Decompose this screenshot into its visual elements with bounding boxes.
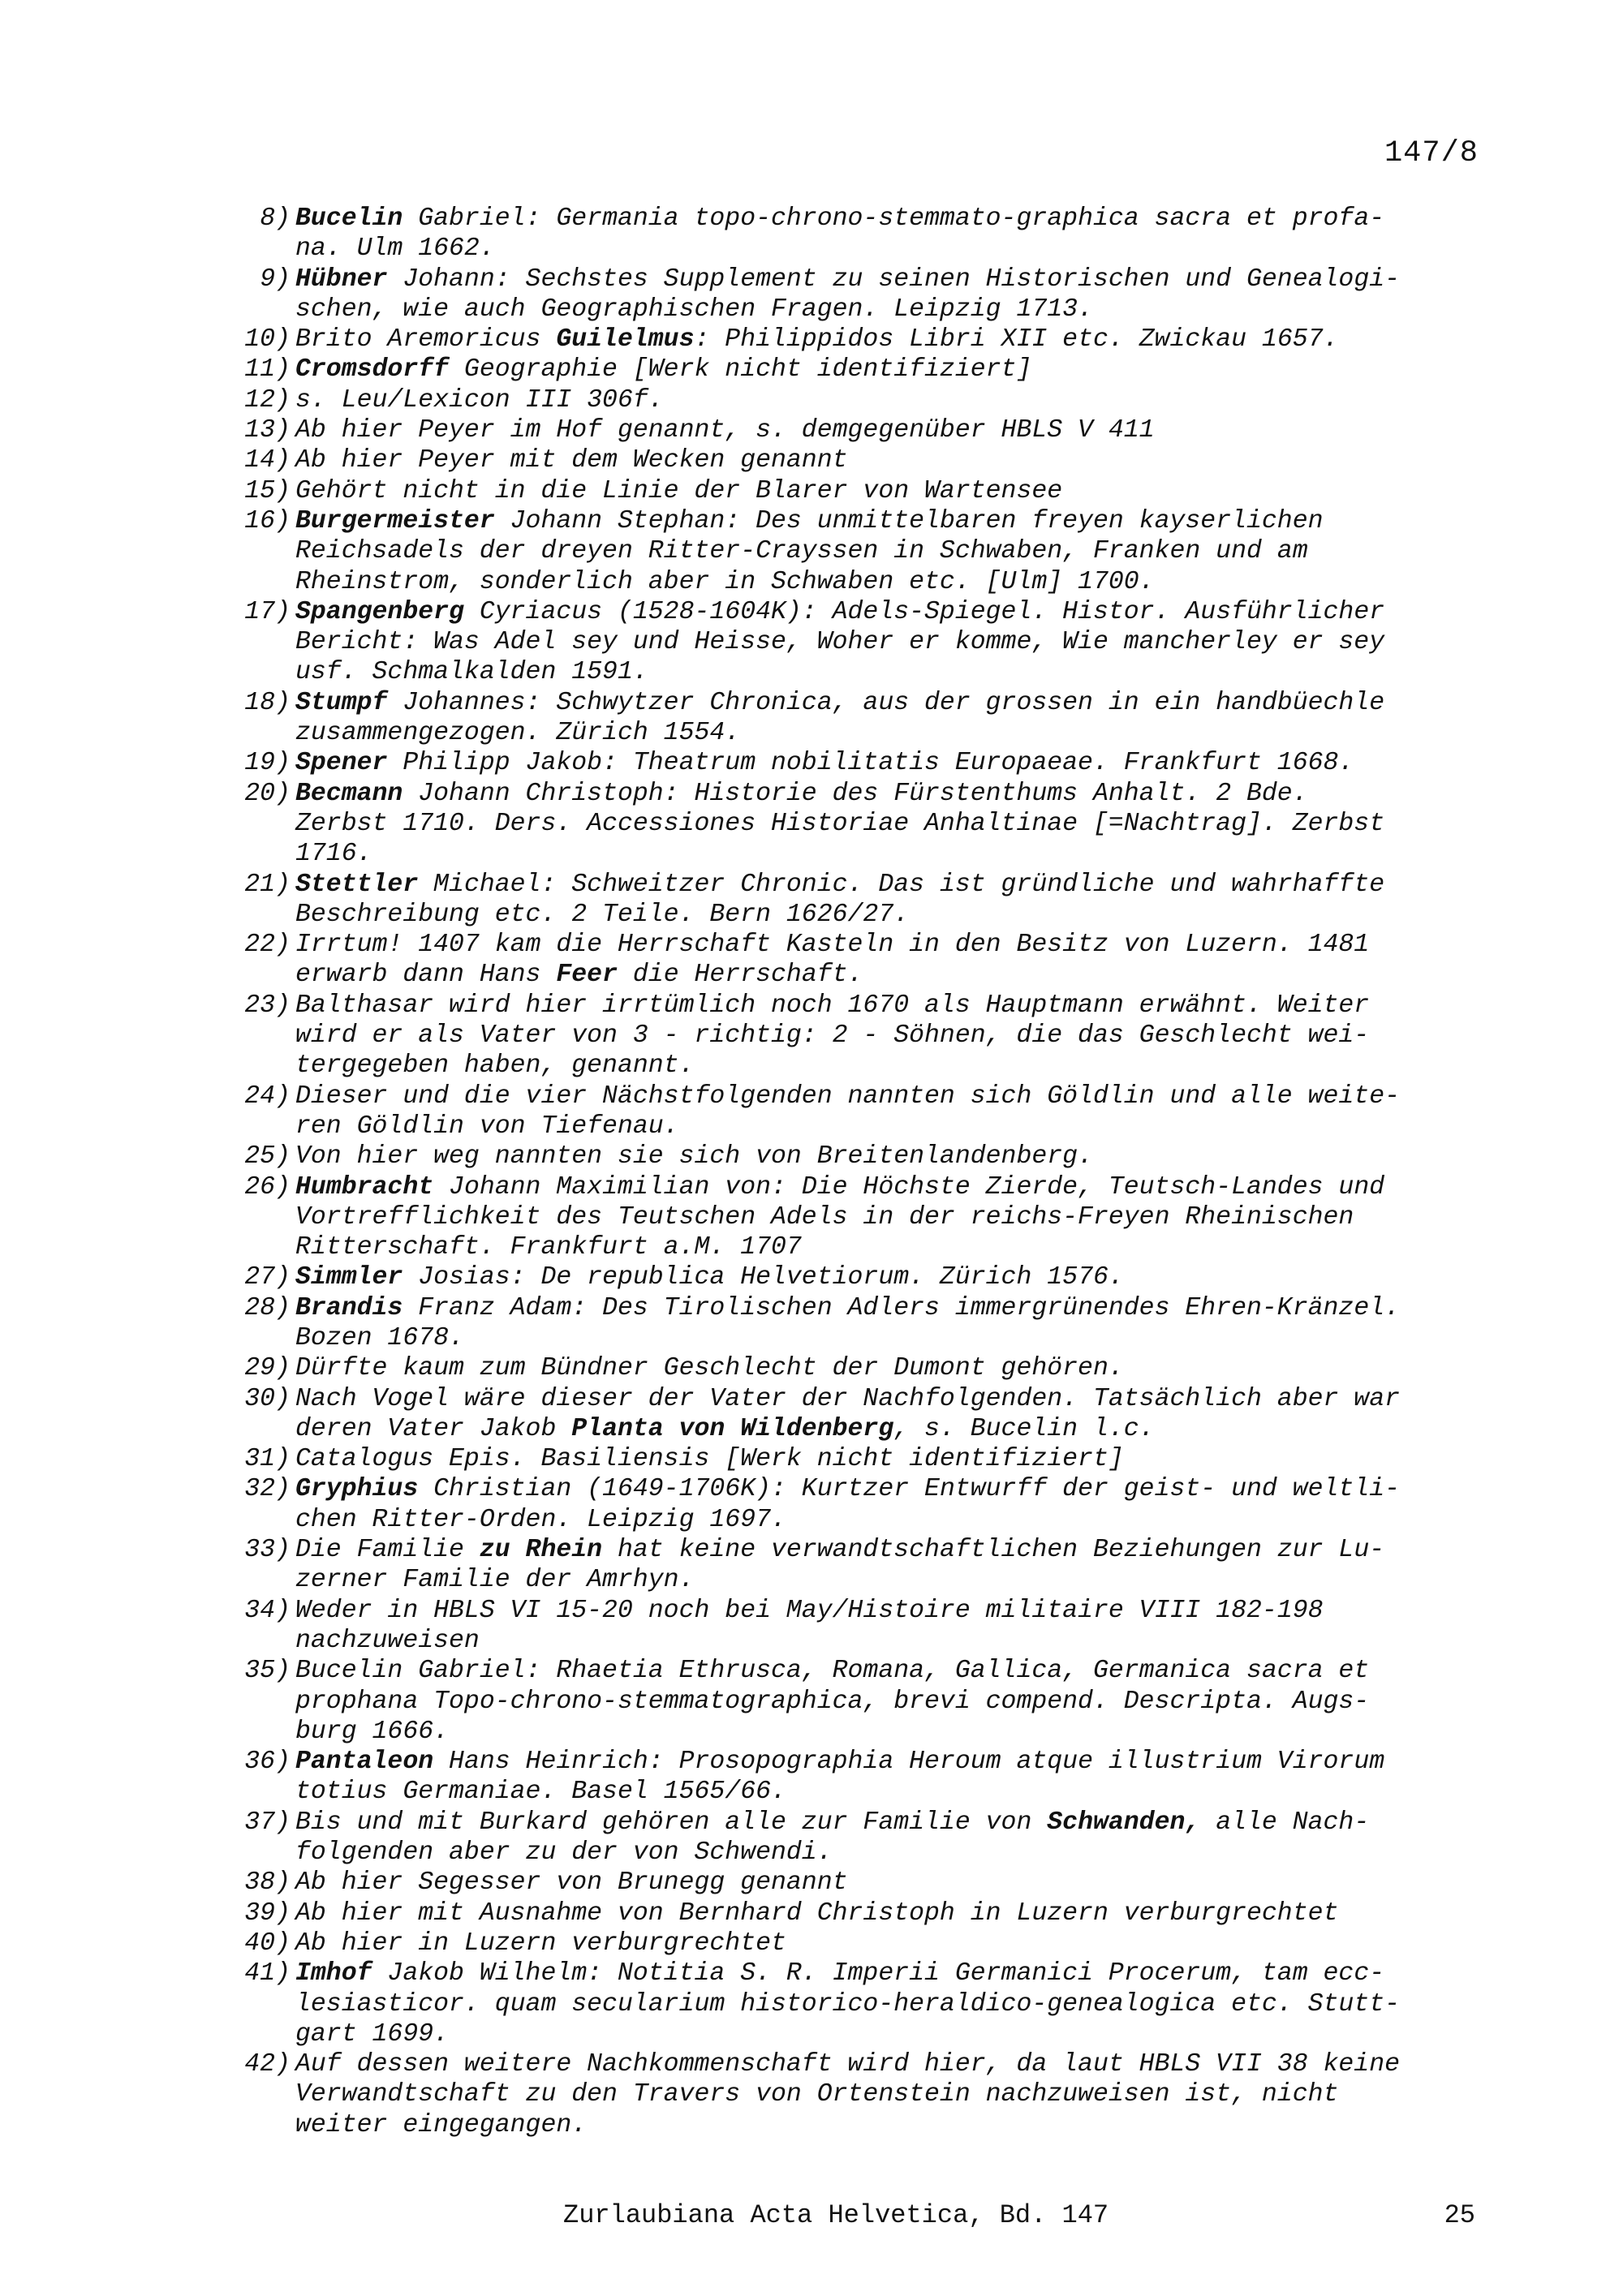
text-segment: lesiasticor. quam secularium historico-heraldico-genealogica etc. Stutt-: [295, 1989, 1401, 2019]
footnote-number: 33): [244, 1536, 291, 1565]
emphasized-name: zu Rhein: [479, 1536, 603, 1565]
text-segment: Johann Stephan: Des unmittelbaren freyen kayserlichen: [494, 506, 1324, 535]
footnote-text: [295, 506, 1495, 597]
footnote-number: 14): [244, 446, 291, 475]
text-segment: zerner Familie der Amrhyn.: [295, 1566, 695, 1595]
footnote-item: [229, 1081, 1495, 1142]
footnote-number: 15): [244, 476, 291, 505]
footnote-number: 42): [244, 2050, 291, 2079]
footnote-text: [295, 870, 1495, 931]
text-segment: Ab hier mit Ausnahme von Bernhard Christoph in Luzern verburgrechtet: [295, 1898, 1339, 1928]
text-segment: 1716.: [295, 840, 372, 869]
footer-title: Zurlaubiana Acta Helvetica, Bd. 147: [563, 2200, 1109, 2230]
footnote-text: [295, 1958, 1495, 2049]
footnote-item: [229, 688, 1495, 749]
footnote-number: 37): [244, 1808, 291, 1837]
footnote-text: [295, 264, 1495, 325]
footnote-item: [229, 991, 1495, 1081]
text-segment: tergegeben haben, genannt.: [295, 1051, 695, 1081]
text-segment: Hans Heinrich: Prosopographia Heroum atque illustrium Virorum: [433, 1748, 1385, 1777]
text-segment: erwarb dann Hans: [295, 961, 557, 990]
footnote-number: 16): [244, 506, 291, 535]
footnote-text: [295, 1293, 1495, 1354]
footnote-text: [295, 930, 1495, 991]
footnote-text: [295, 204, 1495, 264]
footnote-item: [229, 870, 1495, 931]
text-segment: : Philippidos Libri XII etc. Zwickau 1657.: [694, 325, 1339, 355]
text-segment: zusammengezogen. Zürich 1554.: [295, 719, 741, 748]
text-segment: Ab hier Peyer mit dem Wecken genannt: [295, 446, 848, 475]
text-segment: na. Ulm 1662.: [295, 234, 495, 264]
footnote-number: 31): [244, 1445, 291, 1474]
text-segment: Beschreibung etc. 2 Teile. Bern 1626/27.: [295, 900, 910, 929]
footnote-item: [229, 506, 1495, 597]
footnote-text: [295, 1808, 1495, 1868]
text-segment: Franz Adam: Des Tirolischen Adlers immergrünendes Ehren-Kränzel.: [403, 1293, 1401, 1322]
footnote-number: 17): [244, 597, 291, 626]
footnote-item: [229, 930, 1495, 991]
emphasized-name: Brandis: [295, 1293, 403, 1322]
footnote-text: [295, 325, 1495, 355]
footnote-number: 9): [260, 264, 291, 294]
text-segment: alle Nach-: [1200, 1808, 1370, 1837]
text-segment: chen Ritter-Orden. Leipzig 1697.: [295, 1505, 786, 1534]
text-segment: deren Vater Jakob: [295, 1414, 572, 1443]
footnote-number: 18): [244, 688, 291, 717]
footnote-item: [229, 1142, 1495, 1172]
emphasized-name: Planta von Wildenberg: [571, 1414, 894, 1443]
footnote-text: [295, 1535, 1495, 1596]
footnote-text: [295, 355, 1495, 385]
emphasized-name: Burgermeister: [295, 506, 495, 535]
footnote-item: [229, 1474, 1495, 1535]
footnote-item: [229, 1898, 1495, 1928]
text-segment: Bozen 1678.: [295, 1323, 464, 1352]
emphasized-name: Cromsdorff: [295, 355, 450, 385]
text-segment: Ab hier Peyer im Hof genannt, s. demgegenüber HBLS V 411: [295, 416, 1155, 445]
footnote-text: [295, 1928, 1495, 1958]
footnote-number: 36): [244, 1748, 291, 1777]
footnote-text: [295, 445, 1495, 475]
footnote-number: 27): [244, 1263, 291, 1292]
footnote-number: 29): [244, 1354, 291, 1383]
footnote-item: [229, 1535, 1495, 1596]
footnote-item: [229, 1596, 1495, 1657]
footnote-item: [229, 204, 1495, 264]
text-segment: ren Göldlin von Tiefenau.: [295, 1111, 679, 1141]
footnote-text: [295, 1474, 1495, 1535]
footer-page-number: 25: [1444, 2200, 1475, 2230]
footnote-number: 12): [244, 385, 291, 415]
footnote-number: 8): [260, 204, 291, 233]
text-segment: , s. Bucelin l.c.: [893, 1414, 1155, 1443]
text-segment: prophana Topo-chrono-stemmatographica, brevi compend. Descripta. Augs-: [295, 1687, 1370, 1716]
footnote-item: [229, 1444, 1495, 1474]
footnote-text: [295, 1384, 1495, 1445]
footnote-text: [295, 415, 1495, 445]
text-segment: Johann: Sechstes Supplement zu seinen Historischen und Genealogi-: [387, 264, 1401, 294]
footnote-number: 41): [244, 1959, 291, 1989]
text-segment: Ab hier in Luzern verburgrechtet: [295, 1928, 786, 1958]
emphasized-name: Gryphius: [295, 1475, 419, 1504]
text-segment: Johann Maximilian von: Die Höchste Zierde, Teutsch-Landes und: [433, 1172, 1385, 1202]
footnote-text: [295, 1142, 1495, 1172]
footnote-item: [229, 779, 1495, 870]
text-segment: Ab hier Segesser von Brunegg genannt: [295, 1868, 848, 1898]
text-segment: Dieser und die vier Nächstfolgenden nannten sich Göldlin und alle weite-: [295, 1081, 1401, 1111]
text-segment: Cyriacus (1528-1604K): Adels-Spiegel. Histor. Ausführlicher: [463, 597, 1385, 626]
text-segment: die Herrschaft.: [617, 961, 863, 990]
footnote-number: 38): [244, 1868, 291, 1898]
text-segment: s. Leu/Lexicon III 306f.: [295, 385, 664, 415]
text-segment: Christian (1649-1706K): Kurtzer Entwurff der geist- und weltli-: [418, 1475, 1401, 1504]
text-segment: Geographie [Werk nicht identifiziert]: [449, 355, 1032, 385]
text-segment: schen, wie auch Geographischen Fragen. Leipzig 1713.: [295, 295, 1093, 324]
footnote-item: [229, 476, 1495, 506]
footnote-text: [295, 1081, 1495, 1142]
text-segment: Gehört nicht in die Linie der Blarer von Wartensee: [295, 476, 1063, 505]
text-segment: Vortrefflichkeit des Teutschen Adels in der reichs-Freyen Rheinischen: [295, 1202, 1354, 1232]
footnote-number: 21): [244, 870, 291, 899]
footnote-item: [229, 415, 1495, 445]
footnote-text: [295, 476, 1495, 506]
page-id: 147/8: [1384, 136, 1479, 170]
footnote-text: [295, 1262, 1495, 1292]
text-segment: Catalogus Epis. Basiliensis [Werk nicht identifiziert]: [295, 1445, 1124, 1474]
text-segment: Irrtum! 1407 kam die Herrschaft Kasteln in den Besitz von Luzern. 1481: [295, 931, 1370, 960]
emphasized-name: Becmann: [295, 779, 403, 808]
footnote-number: 32): [244, 1475, 291, 1504]
footnote-item: [229, 445, 1495, 475]
footnote-number: 26): [244, 1172, 291, 1202]
footnote-number: 28): [244, 1293, 291, 1322]
footnote-number: 34): [244, 1596, 291, 1625]
text-segment: usf. Schmalkalden 1591.: [295, 658, 648, 687]
footnote-text: [295, 1898, 1495, 1928]
footnote-text: [295, 779, 1495, 870]
text-segment: Jakob Wilhelm: Notitia S. R. Imperii Germanici Procerum, tam ecc-: [372, 1959, 1385, 1989]
footnote-text: [295, 748, 1495, 778]
text-segment: Philipp Jakob: Theatrum nobilitatis Europaeae. Frankfurt 1668.: [387, 749, 1354, 778]
footnote-text: [295, 597, 1495, 688]
footnote-number: 13): [244, 416, 291, 445]
text-segment: Ritterschaft. Frankfurt a.M. 1707: [295, 1233, 802, 1262]
footnote-item: [229, 2049, 1495, 2140]
emphasized-name: Spangenberg: [295, 597, 464, 626]
emphasized-name: Stumpf: [295, 688, 388, 717]
footnote-item: [229, 1656, 1495, 1747]
footnote-item: [229, 325, 1495, 355]
emphasized-name: Pantaleon: [295, 1748, 434, 1777]
emphasized-name: Imhof: [295, 1959, 372, 1989]
text-segment: Balthasar wird hier irrtümlich noch 1670 als Hauptmann erwähnt. Weiter: [295, 991, 1370, 1020]
footnote-item: [229, 597, 1495, 688]
footnote-item: [229, 1958, 1495, 2049]
footnote-number: 24): [244, 1081, 291, 1111]
emphasized-name: Simmler: [295, 1263, 403, 1292]
footnote-item: [229, 1868, 1495, 1898]
text-segment: burg 1666.: [295, 1717, 450, 1746]
text-segment: Gabriel: Germania topo-chrono-stemmato-graphica sacra et profa-: [403, 204, 1385, 233]
footnote-number: 40): [244, 1928, 291, 1958]
footnote-item: [229, 1747, 1495, 1808]
footnote-item: [229, 1172, 1495, 1263]
footnote-number: 11): [244, 355, 291, 385]
text-segment: Johannes: Schwytzer Chronica, aus der grossen in ein handbüechle: [387, 688, 1385, 717]
text-segment: weiter eingegangen.: [295, 2110, 588, 2139]
text-segment: wird er als Vater von 3 - richtig: 2 - Söhnen, die das Geschlecht wei-: [295, 1021, 1370, 1051]
text-segment: Bucelin Gabriel: Rhaetia Ethrusca, Romana, Gallica, Germanica sacra et: [295, 1657, 1370, 1686]
footnote-number: 25): [244, 1142, 291, 1172]
emphasized-name: Feer: [556, 961, 618, 990]
emphasized-name: Humbracht: [295, 1172, 434, 1202]
emphasized-name: Stettler: [295, 870, 419, 899]
footnote-text: [295, 1656, 1495, 1747]
emphasized-name: Hübner: [295, 264, 388, 294]
footnote-item: [229, 1353, 1495, 1383]
text-segment: Michael: Schweitzer Chronic. Das ist gründliche und wahrhaffte: [418, 870, 1385, 899]
emphasized-name: Spener: [295, 749, 388, 778]
footnote-text: [295, 1868, 1495, 1898]
footnote-number: 10): [244, 325, 291, 355]
footnote-number: 22): [244, 931, 291, 960]
text-segment: hat keine verwandtschaftlichen Beziehungen zur Lu-: [602, 1536, 1385, 1565]
text-segment: gart 1699.: [295, 2019, 450, 2049]
text-segment: totius Germaniae. Basel 1565/66.: [295, 1778, 786, 1807]
footnote-number: 30): [244, 1384, 291, 1413]
emphasized-name: Schwanden,: [1047, 1808, 1201, 1837]
text-segment: Johann Christoph: Historie des Fürstenthums Anhalt. 2 Bde.: [403, 779, 1308, 808]
footnote-item: [229, 1928, 1495, 1958]
footnote-item: [229, 748, 1495, 778]
text-segment: nachzuweisen: [295, 1626, 480, 1655]
emphasized-name: Guilelmus: [556, 325, 695, 355]
text-segment: Brito Aremoricus: [295, 325, 557, 355]
footnote-number: 39): [244, 1898, 291, 1928]
footnote-item: [229, 355, 1495, 385]
footnote-item: [229, 264, 1495, 325]
text-segment: Nach Vogel wäre dieser der Vater der Nachfolgenden. Tatsächlich aber war: [295, 1384, 1401, 1413]
footnote-list: [229, 204, 1495, 2140]
emphasized-name: Bucelin: [295, 204, 403, 233]
text-segment: Bericht: Was Adel sey und Heisse, Woher er komme, Wie mancherley er sey: [295, 628, 1385, 657]
footnote-item: [229, 1293, 1495, 1354]
text-segment: Verwandtschaft zu den Travers von Ortenstein nachzuweisen ist, nicht: [295, 2080, 1339, 2109]
footnote-text: [295, 1747, 1495, 1808]
footnote-number: 20): [244, 779, 291, 808]
footnote-text: [295, 688, 1495, 749]
footnote-text: [295, 1353, 1495, 1383]
text-segment: Rheinstrom, sonderlich aber in Schwaben etc. [Ulm] 1700.: [295, 567, 1155, 596]
text-segment: Bis und mit Burkard gehören alle zur Familie von: [295, 1808, 1048, 1837]
footnote-text: [295, 385, 1495, 415]
text-segment: Von hier weg nannten sie sich von Breitenlandenberg.: [295, 1142, 1093, 1172]
text-segment: folgenden aber zu der von Schwendi.: [295, 1838, 833, 1868]
text-segment: Die Familie: [295, 1536, 480, 1565]
text-segment: Dürfte kaum zum Bündner Geschlecht der Dumont gehören.: [295, 1354, 1124, 1383]
footnote-number: 35): [244, 1657, 291, 1686]
footnote-item: [229, 1262, 1495, 1292]
footnote-item: [229, 385, 1495, 415]
text-segment: Auf dessen weitere Nachkommenschaft wird hier, da laut HBLS VII 38 keine: [295, 2050, 1401, 2079]
footnote-text: [295, 1596, 1495, 1657]
text-segment: Weder in HBLS VI 15-20 noch bei May/Histoire militaire VIII 182-198: [295, 1596, 1324, 1625]
footnote-number: 19): [244, 749, 291, 778]
footnote-text: [295, 991, 1495, 1081]
footnote-item: [229, 1384, 1495, 1445]
footnote-text: [295, 1172, 1495, 1263]
footnote-text: [295, 1444, 1495, 1474]
footnote-number: 23): [244, 991, 291, 1020]
text-segment: Josias: De republica Helvetiorum. Zürich 1576.: [403, 1263, 1124, 1292]
footnote-item: [229, 1808, 1495, 1868]
footnote-text: [295, 2049, 1495, 2140]
text-segment: Zerbst 1710. Ders. Accessiones Historiae Anhaltinae [=Nachtrag]. Zerbst: [295, 809, 1385, 838]
text-segment: Reichsadels der dreyen Ritter-Crayssen in Schwaben, Franken und am: [295, 537, 1308, 566]
